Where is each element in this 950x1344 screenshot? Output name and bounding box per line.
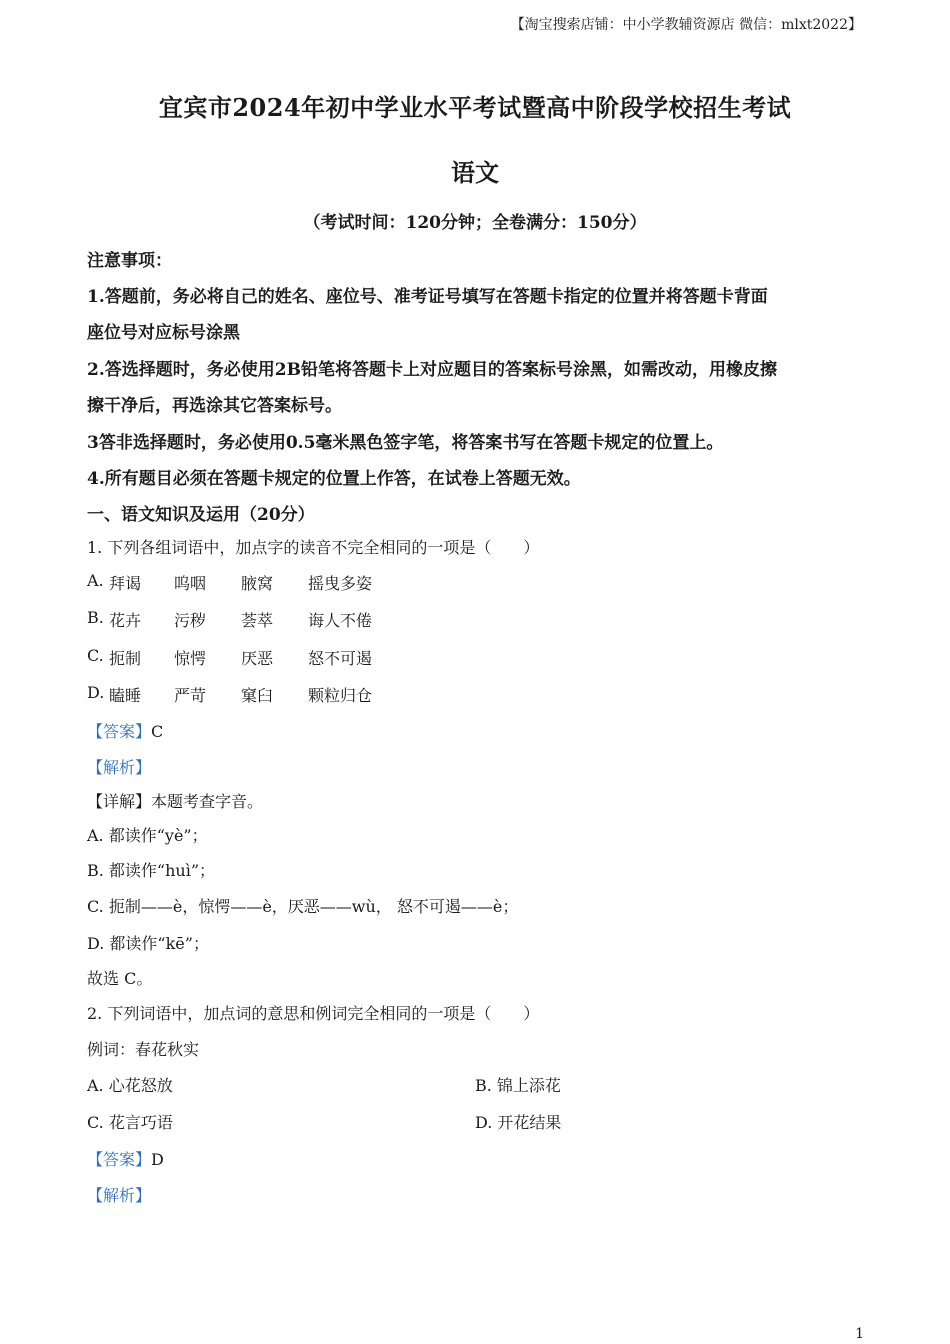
question-1-option-d	[87, 683, 373, 705]
question-1-analysis-a: A. 都读作“yè”；	[87, 826, 208, 845]
question-2-option-b: B. 锦上添花	[475, 1076, 561, 1095]
question-1-detail: 【详解】本题考查字音。	[87, 792, 264, 811]
header-note: 【淘宝搜索店铺：中小学教辅资源店 微信：mlxt2022】	[510, 17, 862, 33]
answer-value: D	[151, 1150, 164, 1169]
option-word-4: 颗粒归仓	[308, 686, 373, 705]
option-word-1: 花卉	[109, 611, 142, 630]
question-2-analysis-label: 【解析】	[87, 1186, 152, 1205]
option-word-3: 厌恶	[241, 649, 274, 668]
option-letter: D.	[87, 683, 105, 702]
option-word-4: 摇曳多姿	[308, 574, 373, 593]
answer-label: 【答案】	[87, 1150, 152, 1169]
option-word-1: 拜谒	[109, 574, 142, 593]
notice-item-2-line-2: 擦干净后，再选涂其它答案标号。	[87, 396, 342, 416]
notice-item-1-line-2: 座位号对应标号涂黑	[87, 323, 240, 343]
notice-item-4: 4.所有题目必须在答题卡规定的位置上作答，在试卷上答题无效。	[87, 469, 581, 489]
option-word-2: 严苛	[174, 686, 207, 705]
question-1-conclusion: 故选 C。	[87, 969, 153, 988]
option-letter: B.	[87, 608, 104, 627]
option-word-3: 腋窝	[241, 574, 274, 593]
page-title: 宜宾市2024年初中学业水平考试暨高中阶段学校招生考试	[158, 93, 792, 122]
option-word-3: 窠臼	[241, 686, 274, 705]
question-2-option-d: D. 开花结果	[475, 1113, 562, 1132]
question-1-stem: 1. 下列各组词语中，加点字的读音不完全相同的一项是（ ）	[87, 538, 540, 557]
notice-item-2-line-1: 2.答选择题时，务必使用2B铅笔将答题卡上对应题目的答案标号涂黑，如需改动，用橡皮擦	[87, 360, 777, 380]
question-1-analysis-label: 【解析】	[87, 758, 152, 777]
question-2-answer	[87, 1147, 164, 1170]
question-1-option-c	[87, 646, 373, 668]
answer-label: 【答案】	[87, 722, 152, 741]
question-1-analysis-c: C. 扼制——è，惊愕——è，厌恶——wù， 怒不可遏——è；	[87, 897, 519, 916]
subject-title: 语文	[451, 158, 499, 187]
page-number: 1	[855, 1326, 864, 1342]
exam-info: （考试时间：120分钟；全卷满分：150分）	[303, 213, 647, 233]
option-letter: A.	[87, 571, 104, 590]
section-heading: 一、语文知识及运用（20分）	[87, 505, 315, 525]
option-word-2: 惊愕	[174, 649, 207, 668]
question-1-analysis-d: D. 都读作“kē”；	[87, 934, 209, 953]
question-1-answer	[87, 719, 163, 742]
answer-value: C	[151, 722, 164, 741]
notice-item-3: 3答非选择题时，务必使用0.5毫米黑色签字笔，将答案书写在答题卡规定的位置上。	[87, 433, 724, 453]
option-word-4: 怒不可遏	[308, 649, 373, 668]
question-2-option-a: A. 心花怒放	[87, 1076, 173, 1095]
option-word-1: 瞌睡	[109, 686, 142, 705]
question-2-stem: 2. 下列词语中，加点词的意思和例词完全相同的一项是（ ）	[87, 1004, 540, 1023]
question-1-option-b	[87, 608, 373, 630]
option-word-2: 污秽	[174, 611, 207, 630]
option-letter: C.	[87, 646, 104, 665]
option-word-2: 呜咽	[174, 574, 207, 593]
question-2-example: 例词：春花秋实	[87, 1040, 200, 1059]
option-word-1: 扼制	[109, 649, 142, 668]
notice-item-1-line-1: 1.答题前，务必将自己的姓名、座位号、准考证号填写在答题卡指定的位置并将答题卡背面	[87, 287, 768, 307]
notice-heading: 注意事项：	[87, 251, 172, 271]
question-1-option-a	[87, 571, 373, 593]
question-2-option-c: C. 花言巧语	[87, 1113, 173, 1132]
option-word-4: 诲人不倦	[308, 611, 373, 630]
question-1-analysis-b: B. 都读作“huì”；	[87, 861, 216, 880]
option-word-3: 荟萃	[241, 611, 274, 630]
